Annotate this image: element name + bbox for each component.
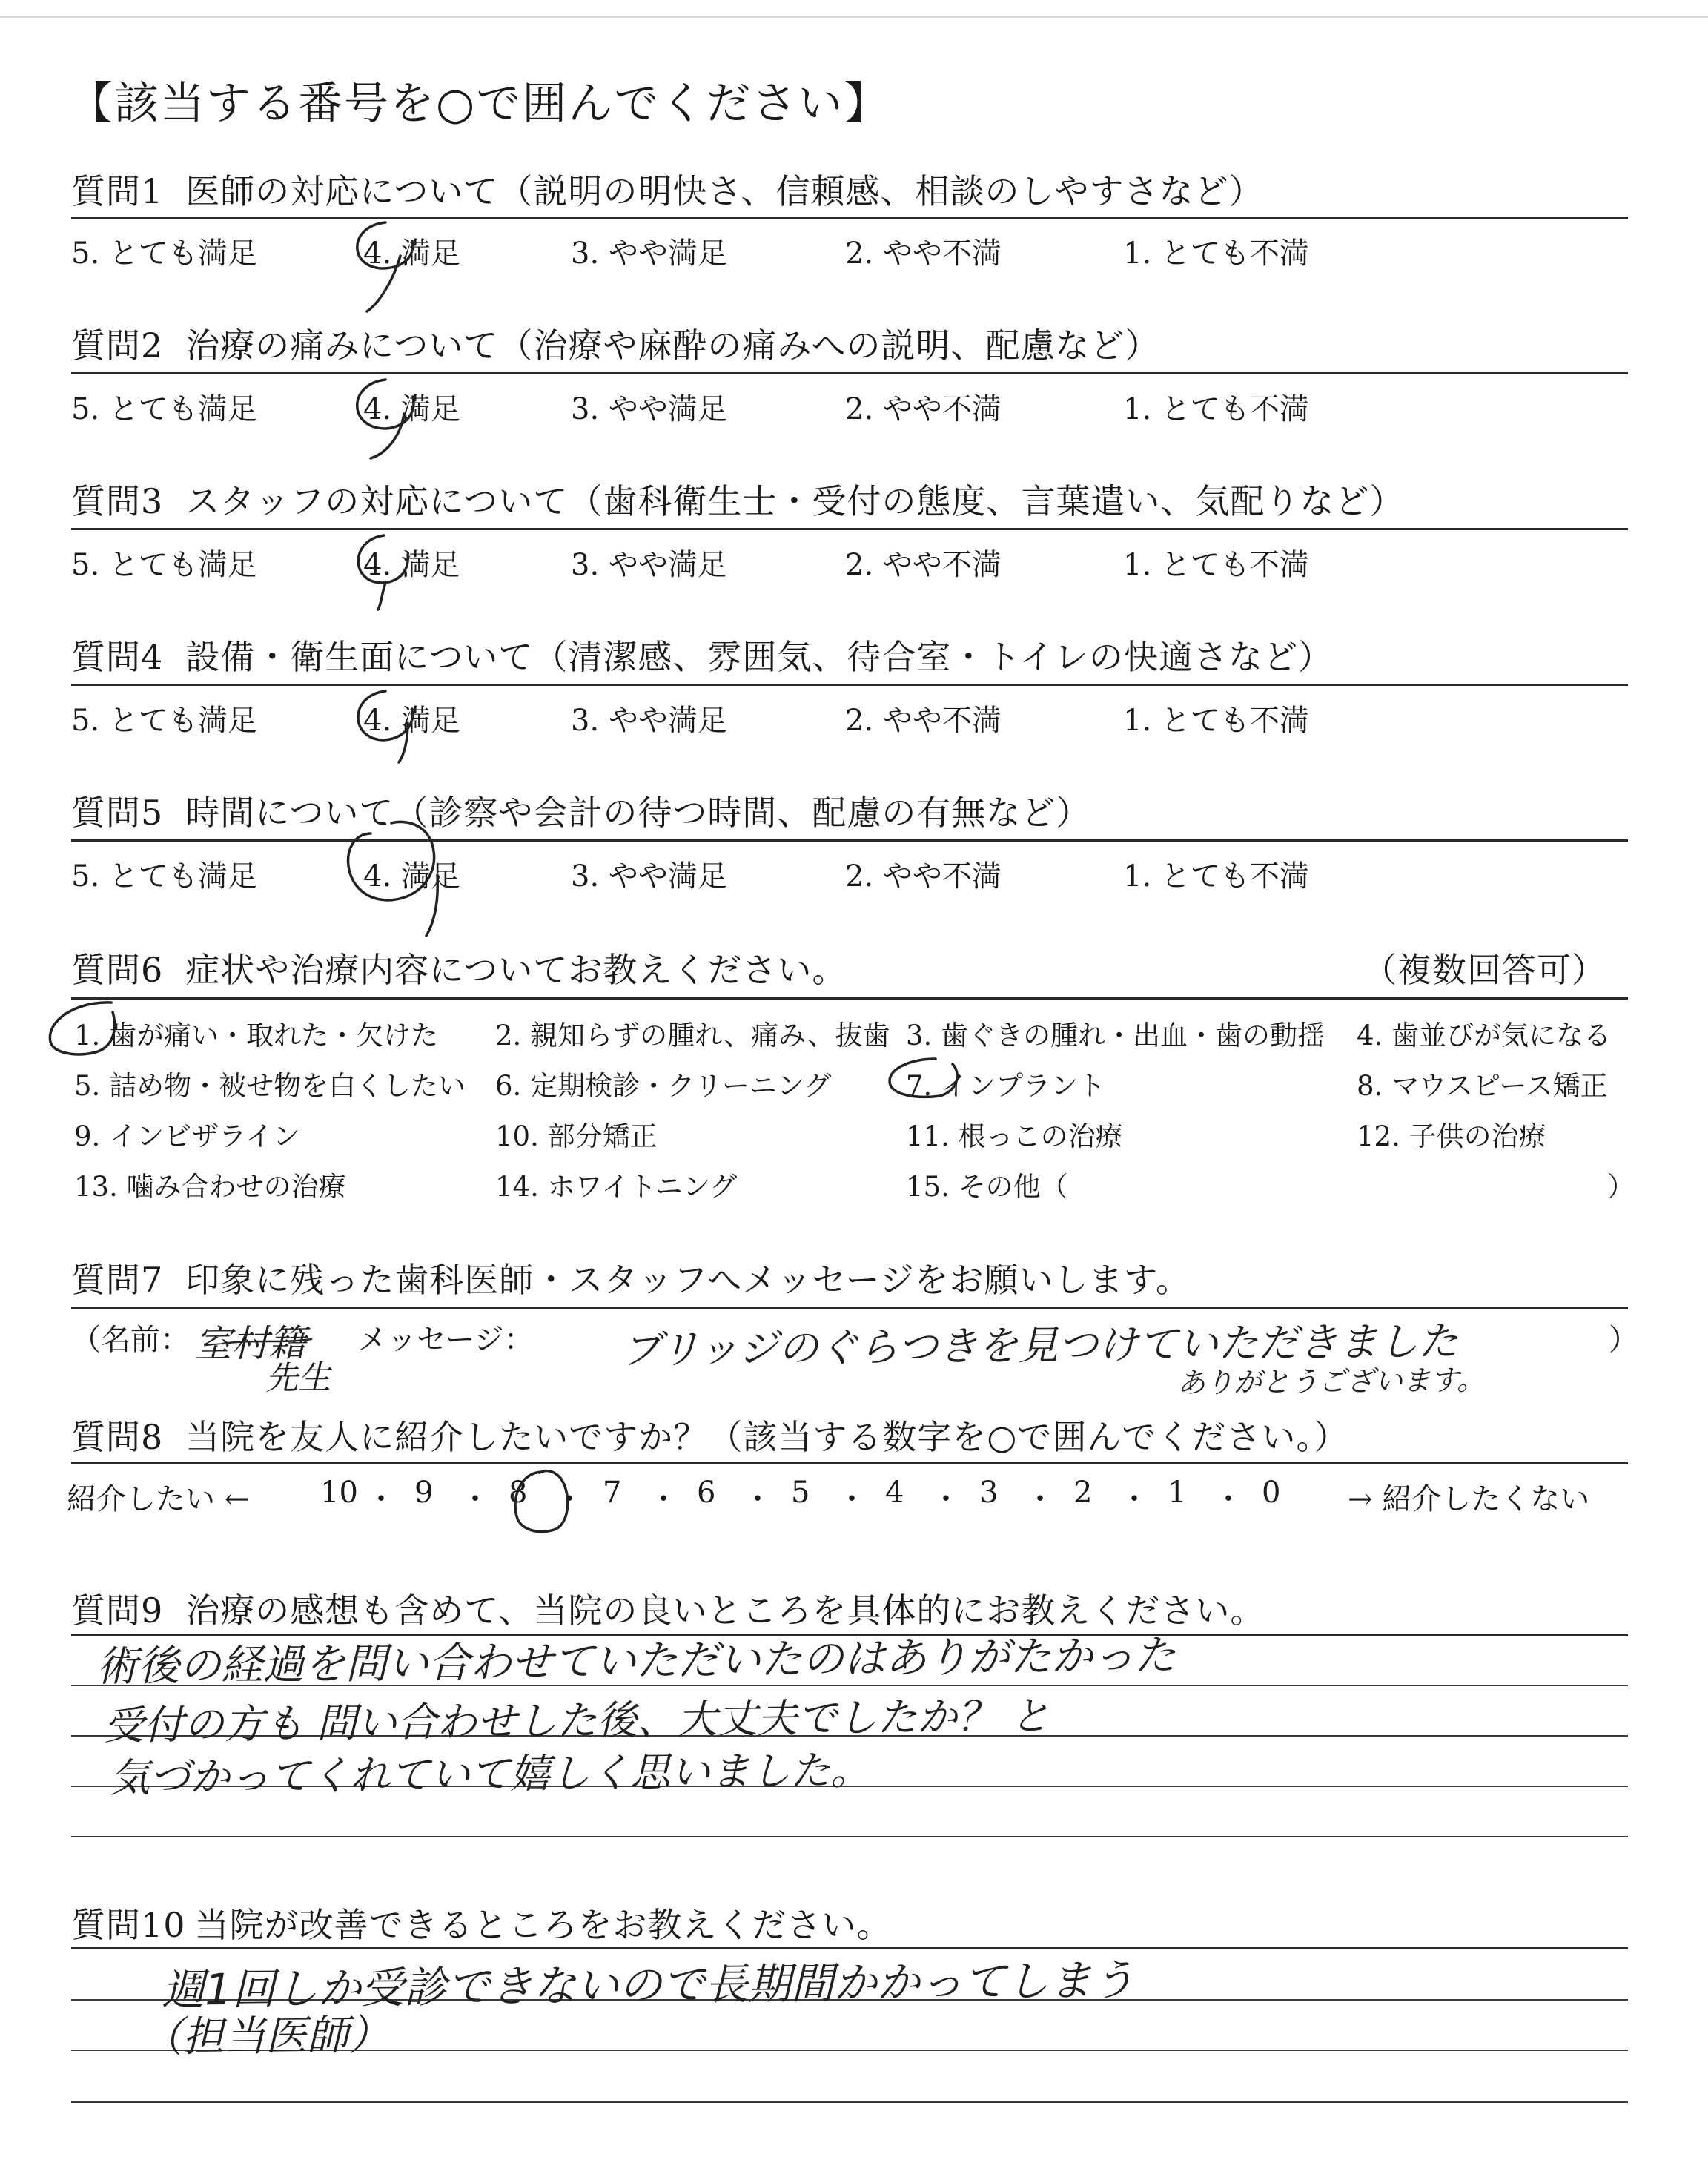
q6-option-6[interactable]: 6. 定期検診・クリーニング — [495, 1070, 832, 1102]
question-number: 質問5 — [71, 793, 164, 833]
question-number: 質問7 — [71, 1260, 164, 1300]
q9-hand-line-3: 気づかってくれていて嬉しく思いました。 — [109, 1746, 871, 1802]
question-text: 症状や治療内容についてお教えください。 — [185, 950, 847, 990]
q2-option-3[interactable]: 3. やや満足 — [571, 392, 727, 426]
q6-option-8[interactable]: 8. マウスピース矯正 — [1357, 1070, 1608, 1102]
recommend-left-label: 紹介したい ← — [67, 1482, 250, 1516]
q6-option-15[interactable]: 15. その他（ — [906, 1171, 1068, 1203]
scale-separator-dot: ・ — [555, 1482, 584, 1516]
q4-selection-circle — [358, 691, 413, 762]
q6-1-selection-circle — [50, 1003, 114, 1054]
q6-option-12[interactable]: 12. 子供の治療 — [1357, 1120, 1546, 1152]
q5-selection-circle — [348, 822, 438, 936]
question-text: 医師の対応について（説明の明快さ、信頼感、相談のしやすさなど） — [185, 171, 1264, 211]
q6-option-4[interactable]: 4. 歯並びが気になる — [1357, 1020, 1612, 1051]
recommend-score-5[interactable]: 5 — [791, 1476, 810, 1510]
question-text: 当院が改善できるところをお教えください。 — [194, 1905, 892, 1945]
question-number: 質問3 — [71, 481, 164, 521]
recommend-score-2[interactable]: 2 — [1073, 1476, 1093, 1510]
q2-selection-circle — [357, 380, 414, 458]
q9-hand-line-1: 術後の経過を問い合わせていただいたのはありがたかった — [96, 1631, 1176, 1691]
q1-option-4[interactable]: 4. 満足 — [363, 237, 460, 271]
handwritten-message-thanks: ありがとうございます。 — [1176, 1363, 1486, 1400]
q6-option-14[interactable]: 14. ホワイトニング — [495, 1171, 738, 1203]
scale-separator-dot: ・ — [649, 1482, 678, 1516]
scale-separator-dot: ・ — [1214, 1482, 1243, 1516]
handwritten-name: 室村籍 — [193, 1321, 306, 1366]
question-text: 治療の感想も含めて、当院の良いところを具体的にお教えください。 — [185, 1591, 1265, 1631]
q5-option-4[interactable]: 4. 満足 — [363, 859, 460, 894]
scale-separator-dot: ・ — [366, 1482, 396, 1516]
recommend-score-0[interactable]: 0 — [1262, 1476, 1281, 1510]
scale-separator-dot: ・ — [1119, 1482, 1149, 1516]
q6-option-1[interactable]: 1. 歯が痛い・取れた・欠けた — [74, 1020, 439, 1051]
question-text: 印象に残った歯科医師・スタッフへメッセージをお願いします。 — [185, 1260, 1191, 1300]
recommend-score-3[interactable]: 3 — [979, 1476, 999, 1510]
q6-option-15-close: ） — [1607, 1171, 1635, 1203]
recommend-score-6[interactable]: 6 — [697, 1476, 716, 1510]
q1-option-1[interactable]: 1. とても不満 — [1123, 237, 1309, 271]
q1-option-2[interactable]: 2. やや不満 — [845, 237, 1002, 271]
q1-option-3[interactable]: 3. やや満足 — [571, 237, 727, 271]
q6-7-selection-circle — [890, 1059, 957, 1097]
q6-option-9[interactable]: 9. インビザライン — [74, 1120, 300, 1152]
q3-selection-circle — [358, 535, 408, 610]
q6-option-11[interactable]: 11. 根っこの治療 — [906, 1120, 1123, 1152]
q5-option-5[interactable]: 5. とても満足 — [71, 859, 257, 894]
question-number: 質問2 — [71, 326, 164, 366]
q6-option-2[interactable]: 2. 親知らずの腫れ、痛み、抜歯 — [495, 1020, 890, 1051]
question-number: 質問1 — [71, 171, 164, 211]
q6-option-3[interactable]: 3. 歯ぐきの腫れ・出血・歯の動揺 — [906, 1020, 1325, 1051]
question-text: 設備・衛生面について（清潔感、雰囲気、待合室・トイレの快適さなど） — [185, 637, 1334, 677]
q4-option-2[interactable]: 2. やや不満 — [845, 704, 1002, 738]
name-label: （名前： — [71, 1323, 190, 1357]
scale-separator-dot: ・ — [837, 1482, 867, 1516]
q6-option-5[interactable]: 5. 詰め物・被せ物を白くしたい — [74, 1070, 466, 1102]
recommend-score-4[interactable]: 4 — [885, 1476, 904, 1510]
question-number: 質問8 — [71, 1417, 164, 1457]
recommend-score-7[interactable]: 7 — [603, 1476, 622, 1510]
question-text: スタッフの対応について（歯科衛生士・受付の態度、言葉遣い、気配りなど） — [185, 481, 1405, 521]
q4-option-4[interactable]: 4. 満足 — [363, 704, 460, 738]
scale-separator-dot: ・ — [460, 1482, 490, 1516]
q6-option-7[interactable]: 7. インプラント — [906, 1070, 1106, 1102]
q1-selection-circle — [357, 222, 413, 311]
question-number: 質問9 — [71, 1591, 164, 1631]
q4-option-3[interactable]: 3. やや満足 — [571, 704, 727, 738]
handwritten-name-title: 先生 — [265, 1358, 331, 1398]
question-text: 治療の痛みについて（治療や麻酔の痛みへの説明、配慮など） — [185, 326, 1160, 366]
q9-hand-line-2: 受付の方も 問い合わせした後、大丈夫でしたか？ と — [103, 1692, 1050, 1749]
scale-separator-dot: ・ — [931, 1482, 961, 1516]
message-close-paren: ） — [1609, 1323, 1638, 1357]
scale-separator-dot: ・ — [743, 1482, 772, 1516]
q6-option-13[interactable]: 13. 噛み合わせの治療 — [74, 1171, 346, 1203]
recommend-score-1[interactable]: 1 — [1168, 1476, 1187, 1510]
q4-option-1[interactable]: 1. とても不満 — [1123, 704, 1309, 738]
question-text: 時間について（診察や会計の待つ時間、配慮の有無など） — [185, 793, 1091, 833]
q4-option-5[interactable]: 5. とても満足 — [71, 704, 257, 738]
question-number: 質問4 — [71, 637, 164, 677]
q10-hand-line-2: （担当医師） — [140, 2011, 391, 2062]
q6-option-10[interactable]: 10. 部分矯正 — [495, 1120, 658, 1152]
q3-option-4[interactable]: 4. 満足 — [363, 548, 460, 582]
scale-separator-dot: ・ — [1025, 1482, 1055, 1516]
question-number: 質問10 — [71, 1905, 186, 1945]
q2-option-5[interactable]: 5. とても満足 — [71, 392, 257, 426]
recommend-score-9[interactable]: 9 — [414, 1476, 434, 1510]
multiple-answer-note: （複数回答可） — [1363, 950, 1606, 990]
q5-option-1[interactable]: 1. とても不満 — [1123, 859, 1309, 894]
q10-hand-line-1: 週1回しか受診できないので長期間かかってしまう — [161, 1955, 1136, 2015]
q3-option-1[interactable]: 1. とても不満 — [1123, 548, 1309, 582]
q2-option-1[interactable]: 1. とても不満 — [1123, 392, 1309, 426]
q3-option-2[interactable]: 2. やや不満 — [845, 548, 1002, 582]
q1-option-5[interactable]: 5. とても満足 — [71, 237, 257, 271]
question-text: 当院を友人に紹介したいですか？（該当する数字を○で囲んでください。） — [185, 1417, 1349, 1457]
q5-option-2[interactable]: 2. やや不満 — [845, 859, 1002, 894]
q7-name-scribble — [222, 1339, 311, 1344]
recommend-score-8[interactable]: 8 — [509, 1476, 528, 1510]
question-number: 質問6 — [71, 950, 164, 990]
message-label: メッセージ： — [357, 1323, 534, 1357]
recommend-right-label: → 紹介したくない — [1348, 1482, 1590, 1516]
q3-option-5[interactable]: 5. とても満足 — [71, 548, 257, 582]
q2-option-2[interactable]: 2. やや不満 — [845, 392, 1002, 426]
q2-option-4[interactable]: 4. 満足 — [363, 392, 460, 426]
page-title: 【該当する番号を○で囲んでください】 — [68, 78, 890, 130]
q5-option-3[interactable]: 3. やや満足 — [571, 859, 727, 894]
q3-option-3[interactable]: 3. やや満足 — [571, 548, 727, 582]
handwritten-message: ブリッジのぐらつきを見つけていただきました — [620, 1318, 1459, 1373]
recommend-score-10[interactable]: 10 — [320, 1476, 358, 1510]
